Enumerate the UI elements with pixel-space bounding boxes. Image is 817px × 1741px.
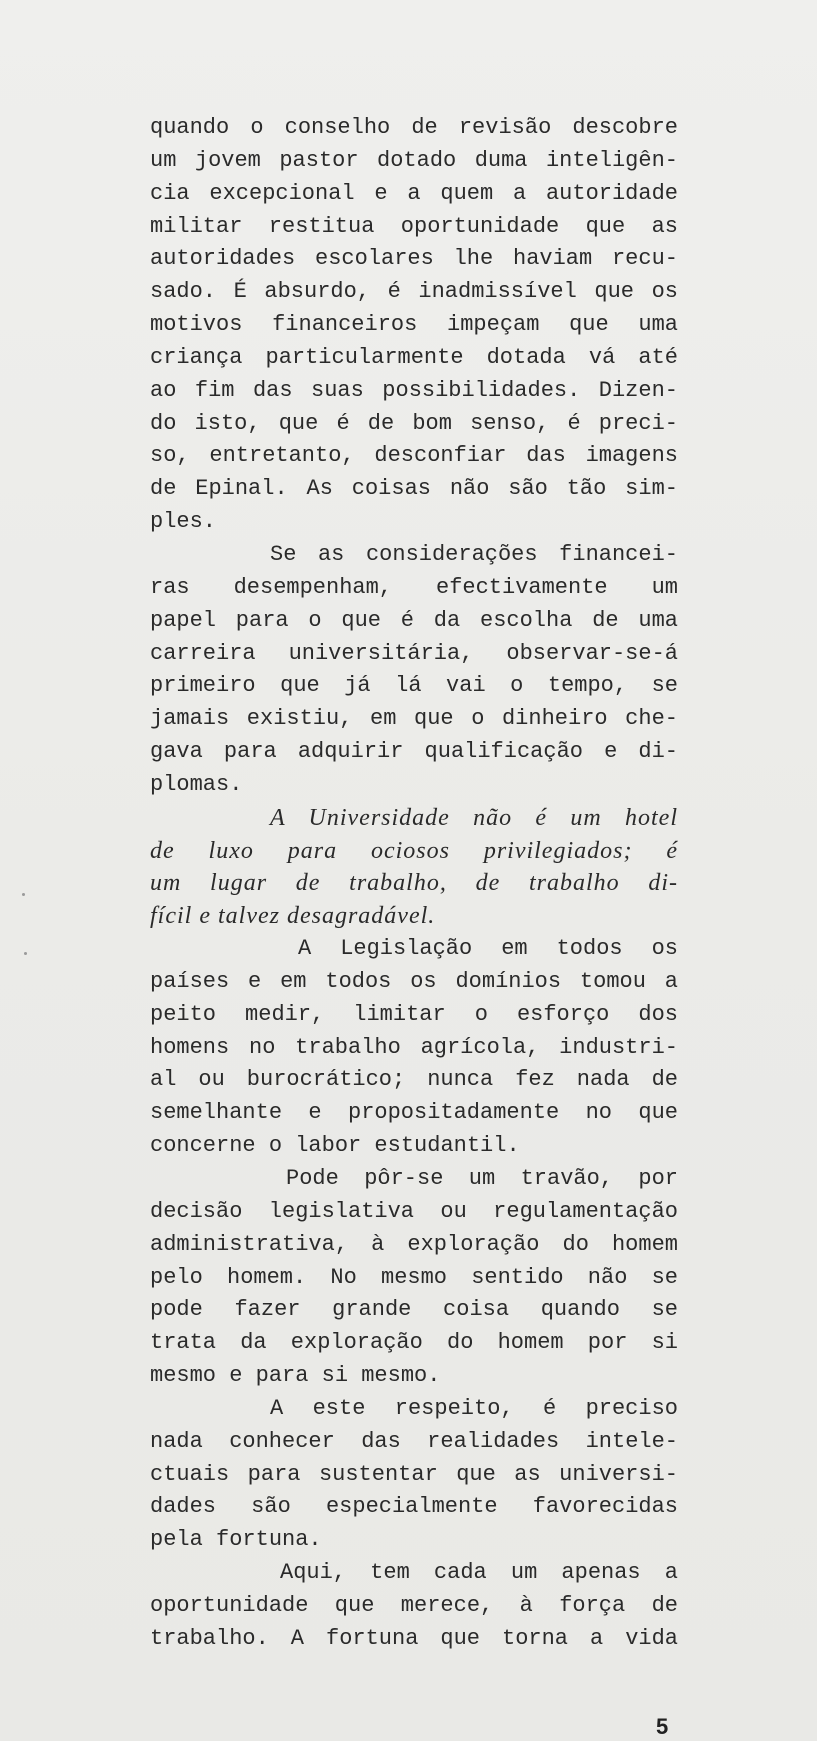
text-line: ao fim das suas possibilidades. Dizen- <box>150 377 678 403</box>
text-line: nada conhecer das realidades intele- <box>150 1428 678 1454</box>
text-line: um jovem pastor dotado duma inteligên- <box>150 147 678 173</box>
text-line: pela fortuna. <box>150 1527 322 1553</box>
text-line: sado. É absurdo, é inadmissível que os <box>150 279 678 305</box>
text-line: ples. <box>150 509 217 535</box>
body-text <box>150 112 678 1656</box>
text-line: do isto, que é de bom senso, é preci- <box>150 410 678 436</box>
page-number: 5 <box>656 1714 669 1739</box>
text-line: de luxo para ociosos privilegiados; é <box>150 837 678 864</box>
text-line: al ou burocrático; nunca fez nada de <box>150 1067 678 1093</box>
text-line: A Universidade não é um hotel <box>270 804 678 831</box>
text-line: so, entretanto, desconfiar das imagens <box>150 443 678 469</box>
text-line: A Legislação em todos os <box>298 936 678 962</box>
text-line: Pode pôr-se um travão, por <box>286 1166 678 1191</box>
text-line: ctuais para sustentar que as universi- <box>150 1461 678 1487</box>
text-line: gava para adquirir qualificação e di- <box>150 739 678 765</box>
text-line: pelo homem. No mesmo sentido não se <box>150 1264 678 1290</box>
text-line: homens no trabalho agrícola, industri- <box>150 1034 678 1060</box>
text-line: primeiro que já lá vai o tempo, se <box>150 673 678 699</box>
text-line: concerne o labor estudantil. <box>150 1133 520 1159</box>
text-line: peito medir, limitar o esforço dos <box>150 1001 678 1027</box>
text-line: ras desempenham, efectivamente um <box>150 574 678 600</box>
text-line: criança particularmente dotada vá até <box>150 344 678 370</box>
text-line: quando o conselho de revisão descobre <box>150 115 678 140</box>
text-line: jamais existiu, em que o dinheiro che- <box>150 706 678 732</box>
paper-speck <box>22 893 25 896</box>
text-line: trata da exploração do homem por si <box>150 1330 678 1356</box>
text-line: de Epinal. As coisas não são tão sim- <box>150 476 678 502</box>
text-line: autoridades escolares lhe haviam recu- <box>150 246 678 272</box>
text-line: papel para o que é da escolha de uma <box>150 607 678 633</box>
text-line: semelhante e propositadamente no que <box>150 1100 678 1126</box>
text-line: carreira universitária, observar-se-á <box>150 640 678 666</box>
text-line: oportunidade que merece, à força de <box>150 1592 678 1618</box>
text-line: dades são especialmente favorecidas <box>150 1494 678 1520</box>
text-line: um lugar de trabalho, de trabalho di- <box>150 870 678 897</box>
text-line: administrativa, à exploração do homem <box>150 1231 678 1257</box>
text-line: mesmo e para si mesmo. <box>150 1363 441 1389</box>
text-line: fícil e talvez desagradável. <box>150 903 436 930</box>
text-line: cia excepcional e a quem a autoridade <box>150 180 678 206</box>
text-line: países e em todos os domínios tomou a <box>150 968 678 994</box>
text-line: decisão legislativa ou regulamentação <box>150 1198 678 1224</box>
text-line: militar restitua oportunidade que as <box>150 213 678 239</box>
paper-speck <box>24 952 27 955</box>
text-line: Se as considerações financei- <box>270 541 678 567</box>
text-line: pode fazer grande coisa quando se <box>150 1297 678 1323</box>
text-line: Aqui, tem cada um apenas a <box>280 1560 678 1586</box>
text-line: motivos financeiros impeçam que uma <box>150 312 678 338</box>
text-line: A este respeito, é preciso <box>270 1395 678 1421</box>
text-line: trabalho. A fortuna que torna a vida <box>150 1625 678 1651</box>
text-line: plomas. <box>150 771 243 797</box>
